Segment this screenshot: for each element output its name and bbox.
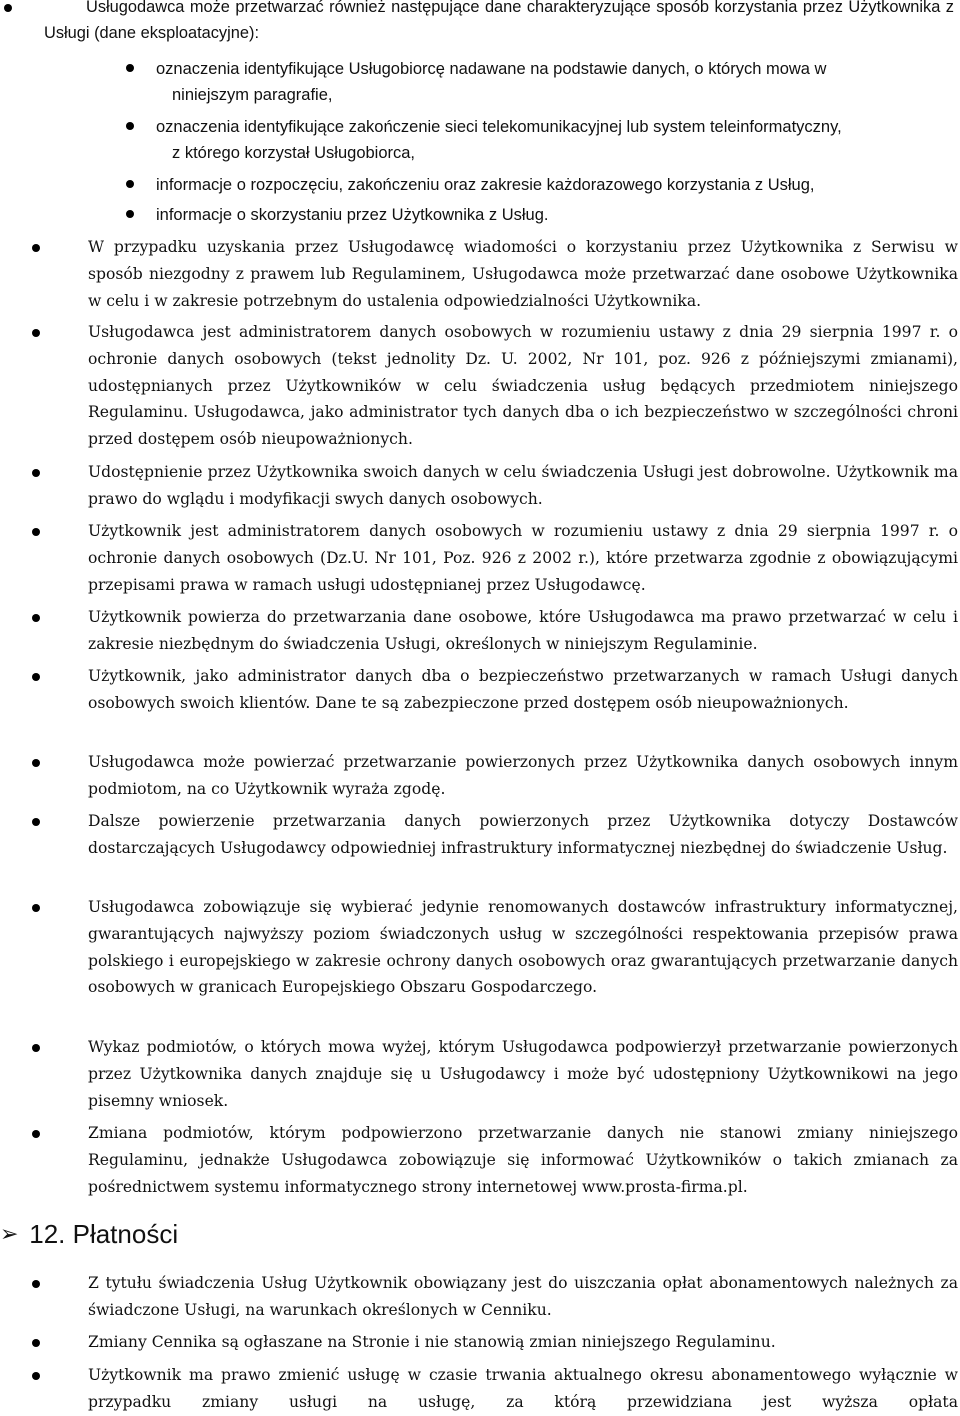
- list-item: [88, 663, 958, 743]
- list-item: [88, 894, 958, 1028]
- bullet-dot: [126, 180, 134, 188]
- list-item-text: oznaczenia identyfikujące zakończenie sieci telekomunikacyjnej lub system teleinformatyczny,: [156, 118, 842, 136]
- list-item-text: Usługodawca może powierzać przetwarzanie powierzonych przez Użytkownika danych osobowych innym podmiotom, na co Użytkownik wyraża zgodę.: [88, 753, 958, 798]
- list-item-text: informacje o skorzystaniu przez Użytkownika z Usług.: [156, 206, 549, 224]
- list-item: [88, 1362, 958, 1415]
- list-item-text: Usługodawca zobowiązuje się wybierać jedynie renomowanych dostawców infrastruktury informatycznej, gwarantujących najwyższy poziom świadczonych usług w szczególności respektowania przepisów prawa polskiego i europejskiego w zakresie ochrony danych osobowych oraz gwarantujących przetwarzanie danych osobowych w granicach Europejskiego Obszaru Gospodarczego.: [88, 898, 958, 997]
- list-item-text: Wykaz podmiotów, o których mowa wyżej, którym Usługodawca podpowierzył przetwarzanie powierzonych przez Użytkownika danych znajduje się u Usługodawcy i może być udostępniony Użytkownikowi na jego pisemny wniosek.: [88, 1038, 958, 1110]
- bullet-dot: [32, 818, 40, 826]
- intro-paragraph: Usługodawca może przetwarzać również następujące dane charakteryzujące sposób korzystania przez Użytkownika z Usługi (dane eksploatacyjne):: [44, 0, 954, 42]
- list-item: [88, 1120, 958, 1200]
- list-item: [88, 1270, 958, 1323]
- list-item: [156, 56, 956, 114]
- list-item: [88, 749, 958, 802]
- arrow-icon: ➢: [0, 1221, 19, 1246]
- bullet-dot: [32, 329, 40, 337]
- section-heading: [0, 1214, 178, 1254]
- list-item-text: Użytkownik jest administratorem danych osobowych w rozumieniu ustawy z dnia 29 sierpnia 1997 r. o ochronie danych osobowych (Dz.U. Nr 101, Poz. 926 z 2002 r.), które przetwarza zgodnie z obowiązującymi przepisami prawa w ramach usługi udostępnianej przez Usługodawcę.: [88, 522, 958, 594]
- payments-list: [88, 1270, 958, 1415]
- data-types-list: [156, 56, 956, 228]
- list-item-text: z którego korzystał Usługobiorca,: [172, 144, 416, 162]
- section-heading-text: 12. Płatności: [29, 1219, 179, 1249]
- bullet-dot: [4, 4, 12, 12]
- bullet-dot: [32, 528, 40, 536]
- list-item: [156, 114, 956, 172]
- list-item-text: Zmiany Cennika są ogłaszane na Stronie i nie stanowią zmian niniejszego Regulaminu.: [88, 1333, 776, 1351]
- list-item-text: Dalsze powierzenie przetwarzania danych powierzonych przez Użytkownika dotyczy Dostawców dostarczających Usługodawcy odpowiedniej infrastruktury informatycznej niezbędnej do świadczenie Usług.: [88, 812, 958, 857]
- list-item: [156, 172, 956, 202]
- list-item: [88, 459, 958, 512]
- bullet-dot: [126, 122, 134, 130]
- list-item-text: Z tytułu świadczenia Usług Użytkownik obowiązany jest do uiszczania opłat abonamentowych należnych za świadczone Usługi, na warunkach określonych w Cenniku.: [88, 1274, 958, 1319]
- list-item: [88, 808, 958, 888]
- list-item-text: Udostępnienie przez Użytkownika swoich danych w celu świadczenia Usługi jest dobrowolne. Użytkownik ma prawo do wglądu i modyfikacji swych danych osobowych.: [88, 463, 958, 508]
- list-item: [156, 202, 956, 228]
- bullet-dot: [32, 904, 40, 912]
- list-item-text: informacje o rozpoczęciu, zakończeniu oraz zakresie każdorazowego korzystania z Usług,: [156, 176, 815, 194]
- list-item: [88, 1329, 958, 1356]
- list-item-text: niniejszym paragrafie,: [172, 86, 333, 104]
- list-item: [88, 1034, 958, 1114]
- list-item-text: Użytkownik ma prawo zmienić usługę w czasie trwania aktualnego okresu abonamentowego wyłącznie w przypadku zmiany usługi na usługę, za którą przewidziana jest wyższa opłata: [88, 1366, 958, 1411]
- bullet-dot: [32, 614, 40, 622]
- list-item: [88, 604, 958, 657]
- bullet-dot: [32, 1280, 40, 1288]
- bullet-dot: [32, 1130, 40, 1138]
- list-item: [88, 319, 958, 453]
- list-item: [88, 234, 958, 314]
- bullet-dot: [32, 1339, 40, 1347]
- list-item-text: Usługodawca jest administratorem danych osobowych w rozumieniu ustawy z dnia 29 sierpnia 1997 r. o ochronie danych osobowych (tekst jednolity Dz. U. 2002, Nr 101, poz. 926 z późniejszymi zmianami), udostępnianych przez Użytkowników w celu świadczenia usług będących przedmiotem niniejszego Regulaminu. Usługodawca, jako administrator tych danych dba o ich bezpieczeństwo w szczególności chroni przed dostępem osób nieupoważnionych.: [88, 323, 958, 449]
- bullet-dot: [32, 673, 40, 681]
- bullet-dot: [32, 759, 40, 767]
- bullet-dot: [32, 1044, 40, 1052]
- list-item-text: Zmiana podmiotów, którym podpowierzono przetwarzanie danych nie stanowi zmiany niniejszego Regulaminu, jednakże Usługodawca zobowiązuje się informować Użytkowników o takich zmianach za pośrednictwem systemu informatycznego strony internetowej www.prosta-firma.pl.: [88, 1124, 958, 1196]
- bullet-dot: [126, 210, 134, 218]
- list-item-text: Użytkownik, jako administrator danych dba o bezpieczeństwo przetwarzanych w ramach Usługi danych osobowych swoich klientów. Dane te są zabezpieczone przed dostępem osób nieupoważnionych.: [88, 667, 958, 712]
- list-item-text: oznaczenia identyfikujące Usługobiorcę nadawane na podstawie danych, o których mowa w: [156, 60, 827, 78]
- data-protection-list: [88, 234, 958, 1200]
- bullet-dot: [32, 1372, 40, 1380]
- bullet-dot: [32, 469, 40, 477]
- list-item-text: W przypadku uzyskania przez Usługodawcę wiadomości o korzystaniu przez Użytkownika z Serwisu w sposób niezgodny z prawem lub Regulaminem, Usługodawca może przetwarzać dane osobowe Użytkownika w celu i w zakresie potrzebnym do ustalenia odpowiedzialności Użytkownika.: [88, 238, 958, 310]
- list-item-text: Użytkownik powierza do przetwarzania dane osobowe, które Usługodawca ma prawo przetwarzać w celu i zakresie niezbędnym do świadczenia Usługi, określonych w niniejszym Regulaminie.: [88, 608, 958, 653]
- bullet-dot: [32, 244, 40, 252]
- bullet-dot: [126, 64, 134, 72]
- list-item: [88, 518, 958, 598]
